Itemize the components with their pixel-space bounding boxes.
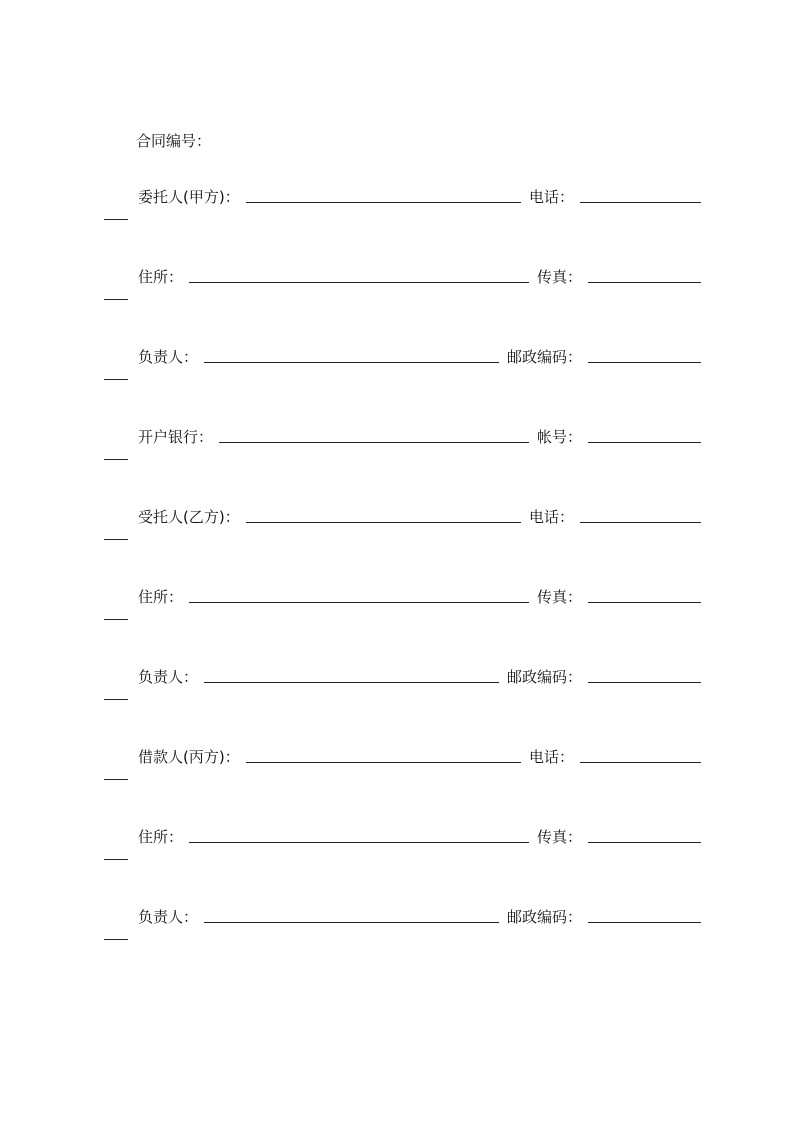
form-row-trustee <box>104 504 701 564</box>
bank-label: 开户银行： <box>138 428 214 446</box>
principal-postcode-label: 邮政编码： <box>506 348 582 366</box>
principal-address-blank[interactable] <box>189 281 529 283</box>
borrower-postcode-blank-continued[interactable] <box>104 939 128 940</box>
trustee-postcode-label: 邮政编码： <box>506 668 582 686</box>
trustee-postcode-blank-continued[interactable] <box>104 699 128 700</box>
contract-number-label: 合同编号： <box>136 132 212 150</box>
borrower-blank[interactable] <box>246 761 521 763</box>
principal-phone-label: 电话： <box>528 188 574 206</box>
form-row-principal <box>104 184 701 244</box>
form-row-borrower <box>104 744 701 804</box>
form-row-bank <box>104 424 701 484</box>
trustee-phone-blank[interactable] <box>580 521 701 523</box>
form-row-borrower-address <box>104 824 701 884</box>
borrower-fax-label: 传真： <box>536 828 582 846</box>
form-row-principal-manager <box>104 344 701 404</box>
principal-manager-label: 负责人： <box>138 348 199 366</box>
trustee-address-label: 住所： <box>138 588 184 606</box>
form-row-trustee-address <box>104 584 701 644</box>
principal-manager-blank[interactable] <box>204 361 499 363</box>
trustee-address-blank[interactable] <box>189 601 529 603</box>
borrower-manager-label: 负责人： <box>138 908 199 926</box>
account-blank-continued[interactable] <box>104 459 128 460</box>
trustee-fax-blank[interactable] <box>588 601 701 603</box>
borrower-postcode-blank[interactable] <box>588 921 701 923</box>
borrower-address-label: 住所： <box>138 828 184 846</box>
account-label: 帐号： <box>536 428 582 446</box>
trustee-postcode-blank[interactable] <box>588 681 701 683</box>
borrower-phone-blank-continued[interactable] <box>104 779 128 780</box>
form-row-principal-address <box>104 264 701 324</box>
principal-postcode-blank-continued[interactable] <box>104 379 128 380</box>
principal-postcode-blank[interactable] <box>588 361 701 363</box>
trustee-fax-blank-continued[interactable] <box>104 619 128 620</box>
borrower-postcode-label: 邮政编码： <box>506 908 582 926</box>
trustee-phone-label: 电话： <box>528 508 574 526</box>
borrower-fax-blank[interactable] <box>588 841 701 843</box>
trustee-label: 受托人(乙方)： <box>138 508 240 526</box>
borrower-address-blank[interactable] <box>189 841 529 843</box>
borrower-label: 借款人(丙方)： <box>138 748 240 766</box>
form-row-borrower-manager <box>104 904 701 964</box>
trustee-fax-label: 传真： <box>536 588 582 606</box>
borrower-fax-blank-continued[interactable] <box>104 859 128 860</box>
borrower-phone-label: 电话： <box>528 748 574 766</box>
principal-fax-label: 传真： <box>536 268 582 286</box>
trustee-blank[interactable] <box>246 521 521 523</box>
principal-label: 委托人(甲方)： <box>138 188 240 206</box>
bank-blank[interactable] <box>219 441 529 443</box>
principal-phone-blank[interactable] <box>580 201 701 203</box>
trustee-manager-label: 负责人： <box>138 668 199 686</box>
principal-phone-blank-continued[interactable] <box>104 219 128 220</box>
principal-fax-blank-continued[interactable] <box>104 299 128 300</box>
trustee-phone-blank-continued[interactable] <box>104 539 128 540</box>
borrower-phone-blank[interactable] <box>580 761 701 763</box>
principal-blank[interactable] <box>246 201 521 203</box>
form-row-trustee-manager <box>104 664 701 724</box>
borrower-manager-blank[interactable] <box>204 921 499 923</box>
principal-fax-blank[interactable] <box>588 281 701 283</box>
principal-address-label: 住所： <box>138 268 184 286</box>
account-blank[interactable] <box>588 441 701 443</box>
trustee-manager-blank[interactable] <box>204 681 499 683</box>
